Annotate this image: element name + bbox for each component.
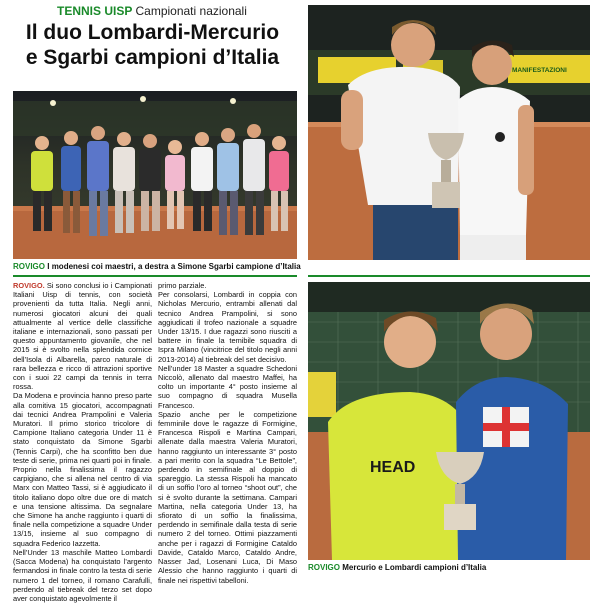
headline-line-2: e Sgarbi campioni d’Italia [25,46,280,69]
article-para: Per consolarsi, Lombardi in coppia con Nicholas Mercurio, entrambi allenati dal tecnico Andrea Prampolini, si sono aggiudicati il trofeo nazionale a squadre Under 13/15. I due ragazzi sono riusciti a battere in finale la temibile squadra di Ispra Milano (vincitrice del titolo negli anni 2013-2014) al tiebreak del set decisivo. [158,290,297,364]
article-para: Da Modena e provincia hanno preso parte alla comitiva 15 giocatori, accompagnati dai tecnici Andrea Prampolini e Valeria Muratori. Il primo storico tricolore di Campione Italiano categoria Under 11 è stato conquistato da Simone Sgarbi (Tennis Carpi), che ha sconfitto ben due teste di serie, prima nei quarti poi in finale. Proprio nella finalissima il ragazzo carpigiano, che si allena nel centro di via Marx con Matteo Tassi, si è aggiudicato il titolo italiano dopo oltre due ore di match e una tensione altissima. Da segnalare che Simone ha anche raggiunto i quarti di finale nella competizione a squadre Under 13/15, insieme al suo compagno di squadra Federico Iazzetta. [13,391,152,548]
caption-bottom-tag: ROVIGO [308,563,341,572]
article-para: Nell’Under 13 maschile Matteo Lombardi (Sacca Modena) ha conquistato l’argento fermandosi in finale contro la testa di serie numero 1 del torneo, il romano Carafulli, perdendo al tiebreak del terzo set dopo aver conquistato agevolmente il [13,547,152,603]
article-para: primo parziale. [158,281,207,290]
caption-bottom [308,563,486,573]
article-column-2 [158,281,297,585]
article-column-1 [13,281,152,603]
article-lead: ROVIGO. [13,281,45,290]
separator-right [308,275,590,277]
caption-top-tag: ROVIGO [13,262,46,271]
article-para [13,281,152,391]
separator-left [13,275,297,277]
kicker [57,4,247,18]
kicker-tag: TENNIS UISP [57,4,133,18]
kicker-sub: Campionati nazionali [135,4,247,18]
duo-photo [308,282,590,560]
caption-top [13,262,301,272]
article-para: Nell’under 18 Master a squadre Schedoni Niccolò, allenato dal maestro Maffei, ha colto un importante 4° posto insieme al suo compagno di squadra Musella Francesco. [158,363,297,410]
caption-top-text: I modenesi coi maestri, a destra a Simone Sgarbi campione d’Italia [47,262,301,271]
headline-line-1: Il duo Lombardi-Mercurio [25,21,280,44]
trophy-photo [308,5,590,260]
banner-text: MANIFESTAZIONI [512,67,567,74]
trophy-photo-image [308,5,590,260]
duo-photo-image [308,282,590,560]
group-photo-image [13,91,297,259]
shirt-brand-text: HEAD [370,459,416,476]
article-para-text: Si sono conclusi io i Campionati Italiani Uisp di tennis, con società provenienti da tutta Italia. Negli anni, numerosi giocatori alcuni dei quali attualmente al vertice delle classifiche italiane e internazionali, sono passati per questo appuntamento giovanile, che nel 2015 si è svolto nella splendida cornice dell’Isola di Albarella, parco naturale di rara bellezza e ricco di attrazioni sportive con i suoi 22 campi da tennis in terra rossa. [13,281,152,392]
group-photo [13,91,297,259]
article-para: Spazio anche per le competizione femminile dove le ragazze di Formigine, Francesca Rispoli e Martina Campari, allenate dalla maestra Valeria Muratori, hanno raggiunto un interessante 3° posto a pari merito con la squadra “Le Bettole”, perdendo in semifinale al doppio di spareggio. La stessa Rispoli ha mancato di un soffio l’oro al torneo “shoot out”, che si è svolto durante la settimana. Campari Martina, nella categoria Under 13, ha sfiorato di un soffio la finalissima, perdendo in semifinale dalla testa di serie numero 2 del torneo. Ottimi piazzamenti anche per i ragazzi di Formigine Cataldo Davide, Cataldo Marco, Cataldo Andre, Nasser Jad, Losenani Luca, Di Maso Alessio che hanno raggiunto i quarti di finale nei rispettivi tabelloni. [158,409,297,585]
headline [10,20,295,70]
caption-bottom-text: Mercurio e Lombardi campioni d’Italia [342,563,487,572]
